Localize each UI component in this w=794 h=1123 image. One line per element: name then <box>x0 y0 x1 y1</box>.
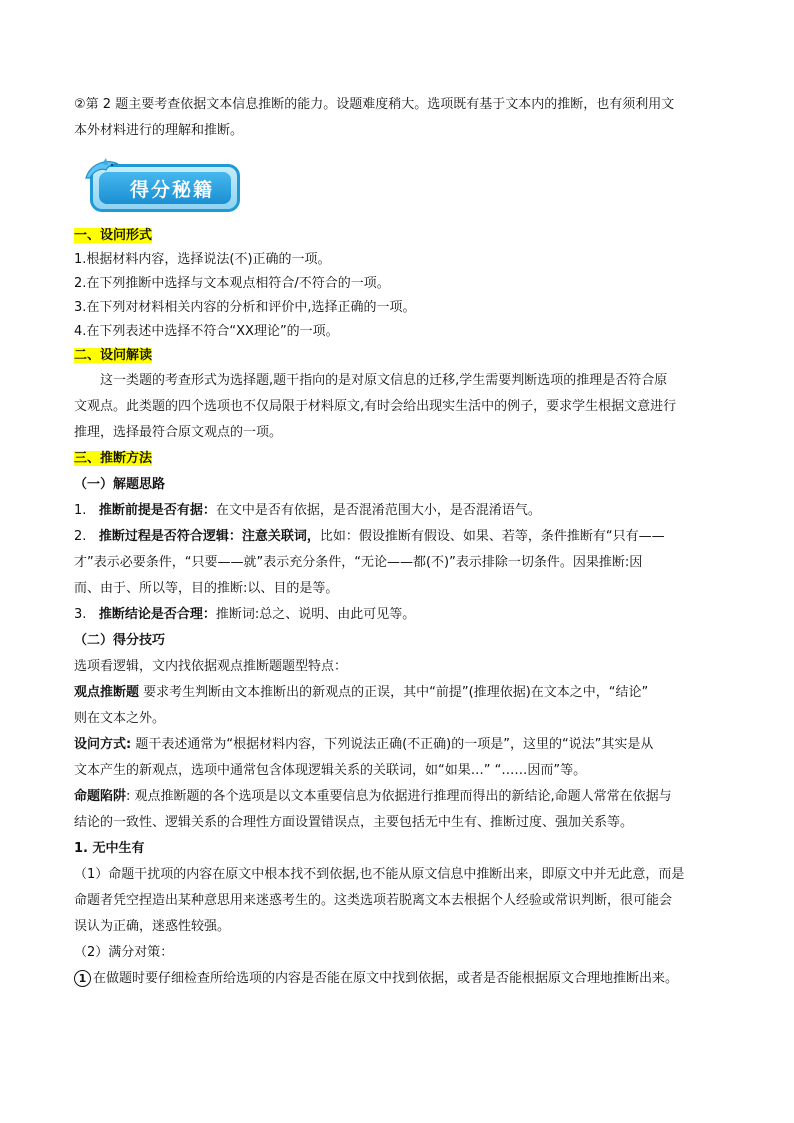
view-inference-label: 观点推断题 <box>74 685 140 700</box>
method-item-1-lead: 推断前提是否有据： <box>98 503 216 518</box>
method-item-2-line-2: 才”表示必要条件，“只要——就”表示充分条件，“无论——都(不)”表示排除一切条件。因果推断:因 <box>74 555 643 570</box>
method-item-3 <box>74 602 724 628</box>
section2-heading <box>74 344 724 368</box>
item1-para3 <box>74 966 724 992</box>
question-style-line-2: 文本产生的新观点，选项中通常包含体现逻辑关系的关联词，如“如果…” “……因而”等。 <box>74 763 587 778</box>
method-item-2 <box>74 524 724 550</box>
method-item-2-lead: 推断过程是否符合逻辑：注意关联词， <box>98 529 320 544</box>
section1-item-2: 2.在下列推断中选择与文本观点相符合/不符合的一项。 <box>74 276 390 291</box>
section1-heading <box>74 224 724 248</box>
view-inference-text: 要求考生判断由文本推断出的新观点的正误，其中“前提”(推理依据)在文本之中，“结论” <box>139 685 649 700</box>
view-inference-line-2: 则在文本之外。 <box>74 711 166 726</box>
question-style-line-1 <box>74 732 724 758</box>
item1-para1-line-2: 命题者凭空捏造出某种意思用来迷惑考生的。这类选项若脱离文本去根据个人经验或常识判断，很可能会 <box>74 893 673 908</box>
view-inference-line-1 <box>74 680 724 706</box>
section1-item-1: 1.根据材料内容，选择说法(不)正确的一项。 <box>74 252 331 267</box>
method-item-1-text: 在文中是否有依据，是否混淆范围大小，是否混淆语气。 <box>215 503 541 518</box>
item1-para2: （2）满分对策： <box>74 945 174 960</box>
section3-sub1: （一）解题思路 <box>74 477 166 492</box>
document-page <box>74 92 724 992</box>
section2-line-2: 文观点。此类题的四个选项也不仅局限于材料原文,有时会给出现实生活中的例子，要求学生根据文意进行 <box>74 399 677 414</box>
question-style-label: 设问方式: <box>74 737 132 752</box>
section3-heading <box>74 446 724 472</box>
section2-heading-text: 二、设问解读 <box>74 348 153 363</box>
section1-item-4: 4.在下列表述中选择不符合“XX理论”的一项。 <box>74 324 339 339</box>
method-item-3-text: 推断词:总之、说明、由此可见等。 <box>215 607 416 622</box>
trap-line-1 <box>74 784 724 810</box>
tips-intro: 选项看逻辑，文内找依据观点推断题题型特点： <box>74 659 348 674</box>
trap-text: : 观点推断题的各个选项是以文本重要信息为依据进行推理而得出的新结论,命题人常常在依据与 <box>126 789 672 804</box>
method-item-1-number: 1. <box>74 503 87 518</box>
method-item-2-number: 2. <box>74 529 87 544</box>
section2-line-3: 推理，选择最符合原文观点的一项。 <box>74 425 283 440</box>
intro-line-1: ②第 2 题主要考查依据文本信息推断的能力。设题难度稍大。选项既有基于文本内的推断，也有须利用文 <box>74 97 675 112</box>
method-item-2-line-3: 而、由于、所以等，目的推断:以、目的是等。 <box>74 581 339 596</box>
method-item-2-text: 比如：假设推断有假设、如果、若等，条件推断有“只有—— <box>319 529 665 544</box>
item1-para1-line-3: 误认为正确，迷惑性较强。 <box>74 919 231 934</box>
method-item-1 <box>74 498 724 524</box>
intro-line-2: 本外材料进行的理解和推断。 <box>74 123 244 138</box>
dolphin-icon <box>82 156 122 186</box>
item1-para1-line-1: （1）命题干扰项的内容在原文中根本找不到依据,也不能从原文信息中推断出来，即原文中并无此意，而是 <box>74 867 685 882</box>
badge-label: 得分秘籍 <box>99 172 231 204</box>
section1-item-3: 3.在下列对材料相关内容的分析和评价中,选择正确的一项。 <box>74 300 416 315</box>
trap-label: 命题陷阱 <box>74 789 127 804</box>
method-item-3-lead: 推断结论是否合理： <box>98 607 216 622</box>
item1-title: 1. 无中生有 <box>74 841 145 856</box>
item1-para3-text: 在做题时要仔细检查所给选项的内容是否能在原文中找到依据，或者是否能根据原文合理地推断出来。 <box>93 971 679 986</box>
section3-heading-text: 三、推断方法 <box>74 451 153 466</box>
question-style-text: 题干表述通常为“根据材料内容，下列说法正确(不正确)的一项是”，这里的“说法”其实是从 <box>131 737 654 752</box>
method-item-3-number: 3. <box>74 607 87 622</box>
section3-sub2: （二）得分技巧 <box>74 633 166 648</box>
score-tips-badge <box>82 156 724 218</box>
circled-number-1: 1 <box>74 970 91 987</box>
section1-heading-text: 一、设问形式 <box>74 228 153 243</box>
section2-line-1: 这一类题的考查形式为选择题,题干指向的是对原文信息的迁移,学生需要判断选项的推理是否符合原 <box>100 373 668 388</box>
trap-line-2: 结论的一致性、逻辑关系的合理性方面设置错误点，主要包括无中生有、推断过度、强加关系等。 <box>74 815 634 830</box>
